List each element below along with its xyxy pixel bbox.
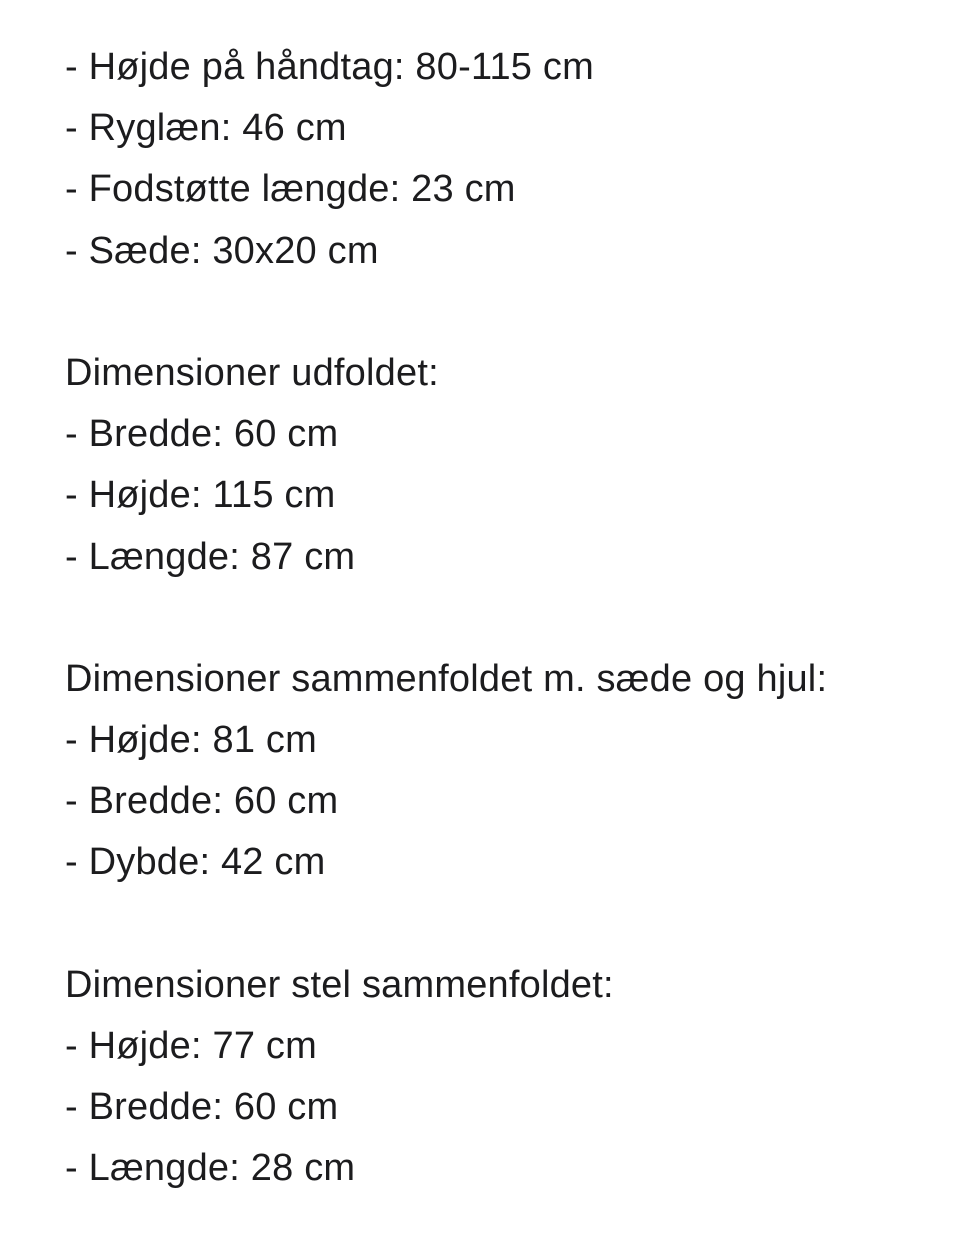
- spec-line-handle-height: - Højde på håndtag: 80-115 cm: [65, 46, 594, 88]
- spec-line-unfolded-height: - Højde: 115 cm: [65, 474, 336, 517]
- blank-line: [65, 282, 940, 343]
- spec-line-frame-height: - Højde: 77 cm: [65, 1025, 317, 1067]
- section-heading-unfolded: Dimensioner udfoldet:: [65, 351, 439, 394]
- spec-line-unfolded-length: - Længde: 87 cm: [65, 535, 356, 578]
- spec-line-folded-width: - Bredde: 60 cm: [65, 780, 339, 823]
- spec-line-frame-length: - Længde: 28 cm: [65, 1147, 356, 1190]
- spec-line-footrest-length: - Fodstøtte længde: 23 cm: [65, 168, 516, 211]
- spec-line-folded-depth: - Dybde: 42 cm: [65, 841, 326, 884]
- spec-line-backrest: - Ryglæn: 46 cm: [65, 107, 347, 150]
- section-heading-folded-with-seat: Dimensioner sammenfoldet m. sæde og hjul:: [65, 657, 828, 700]
- spec-line-folded-height: - Højde: 81 cm: [65, 719, 317, 762]
- spec-line-seat: - Sæde: 30x20 cm: [65, 229, 379, 272]
- spec-line-frame-width: - Bredde: 60 cm: [65, 1086, 339, 1129]
- spec-text: [65, 37, 940, 1200]
- section-heading-frame-folded: Dimensioner stel sammenfoldet:: [65, 963, 614, 1006]
- blank-line: [65, 588, 940, 649]
- spec-line-unfolded-width: - Bredde: 60 cm: [65, 413, 339, 456]
- blank-line: [65, 894, 940, 955]
